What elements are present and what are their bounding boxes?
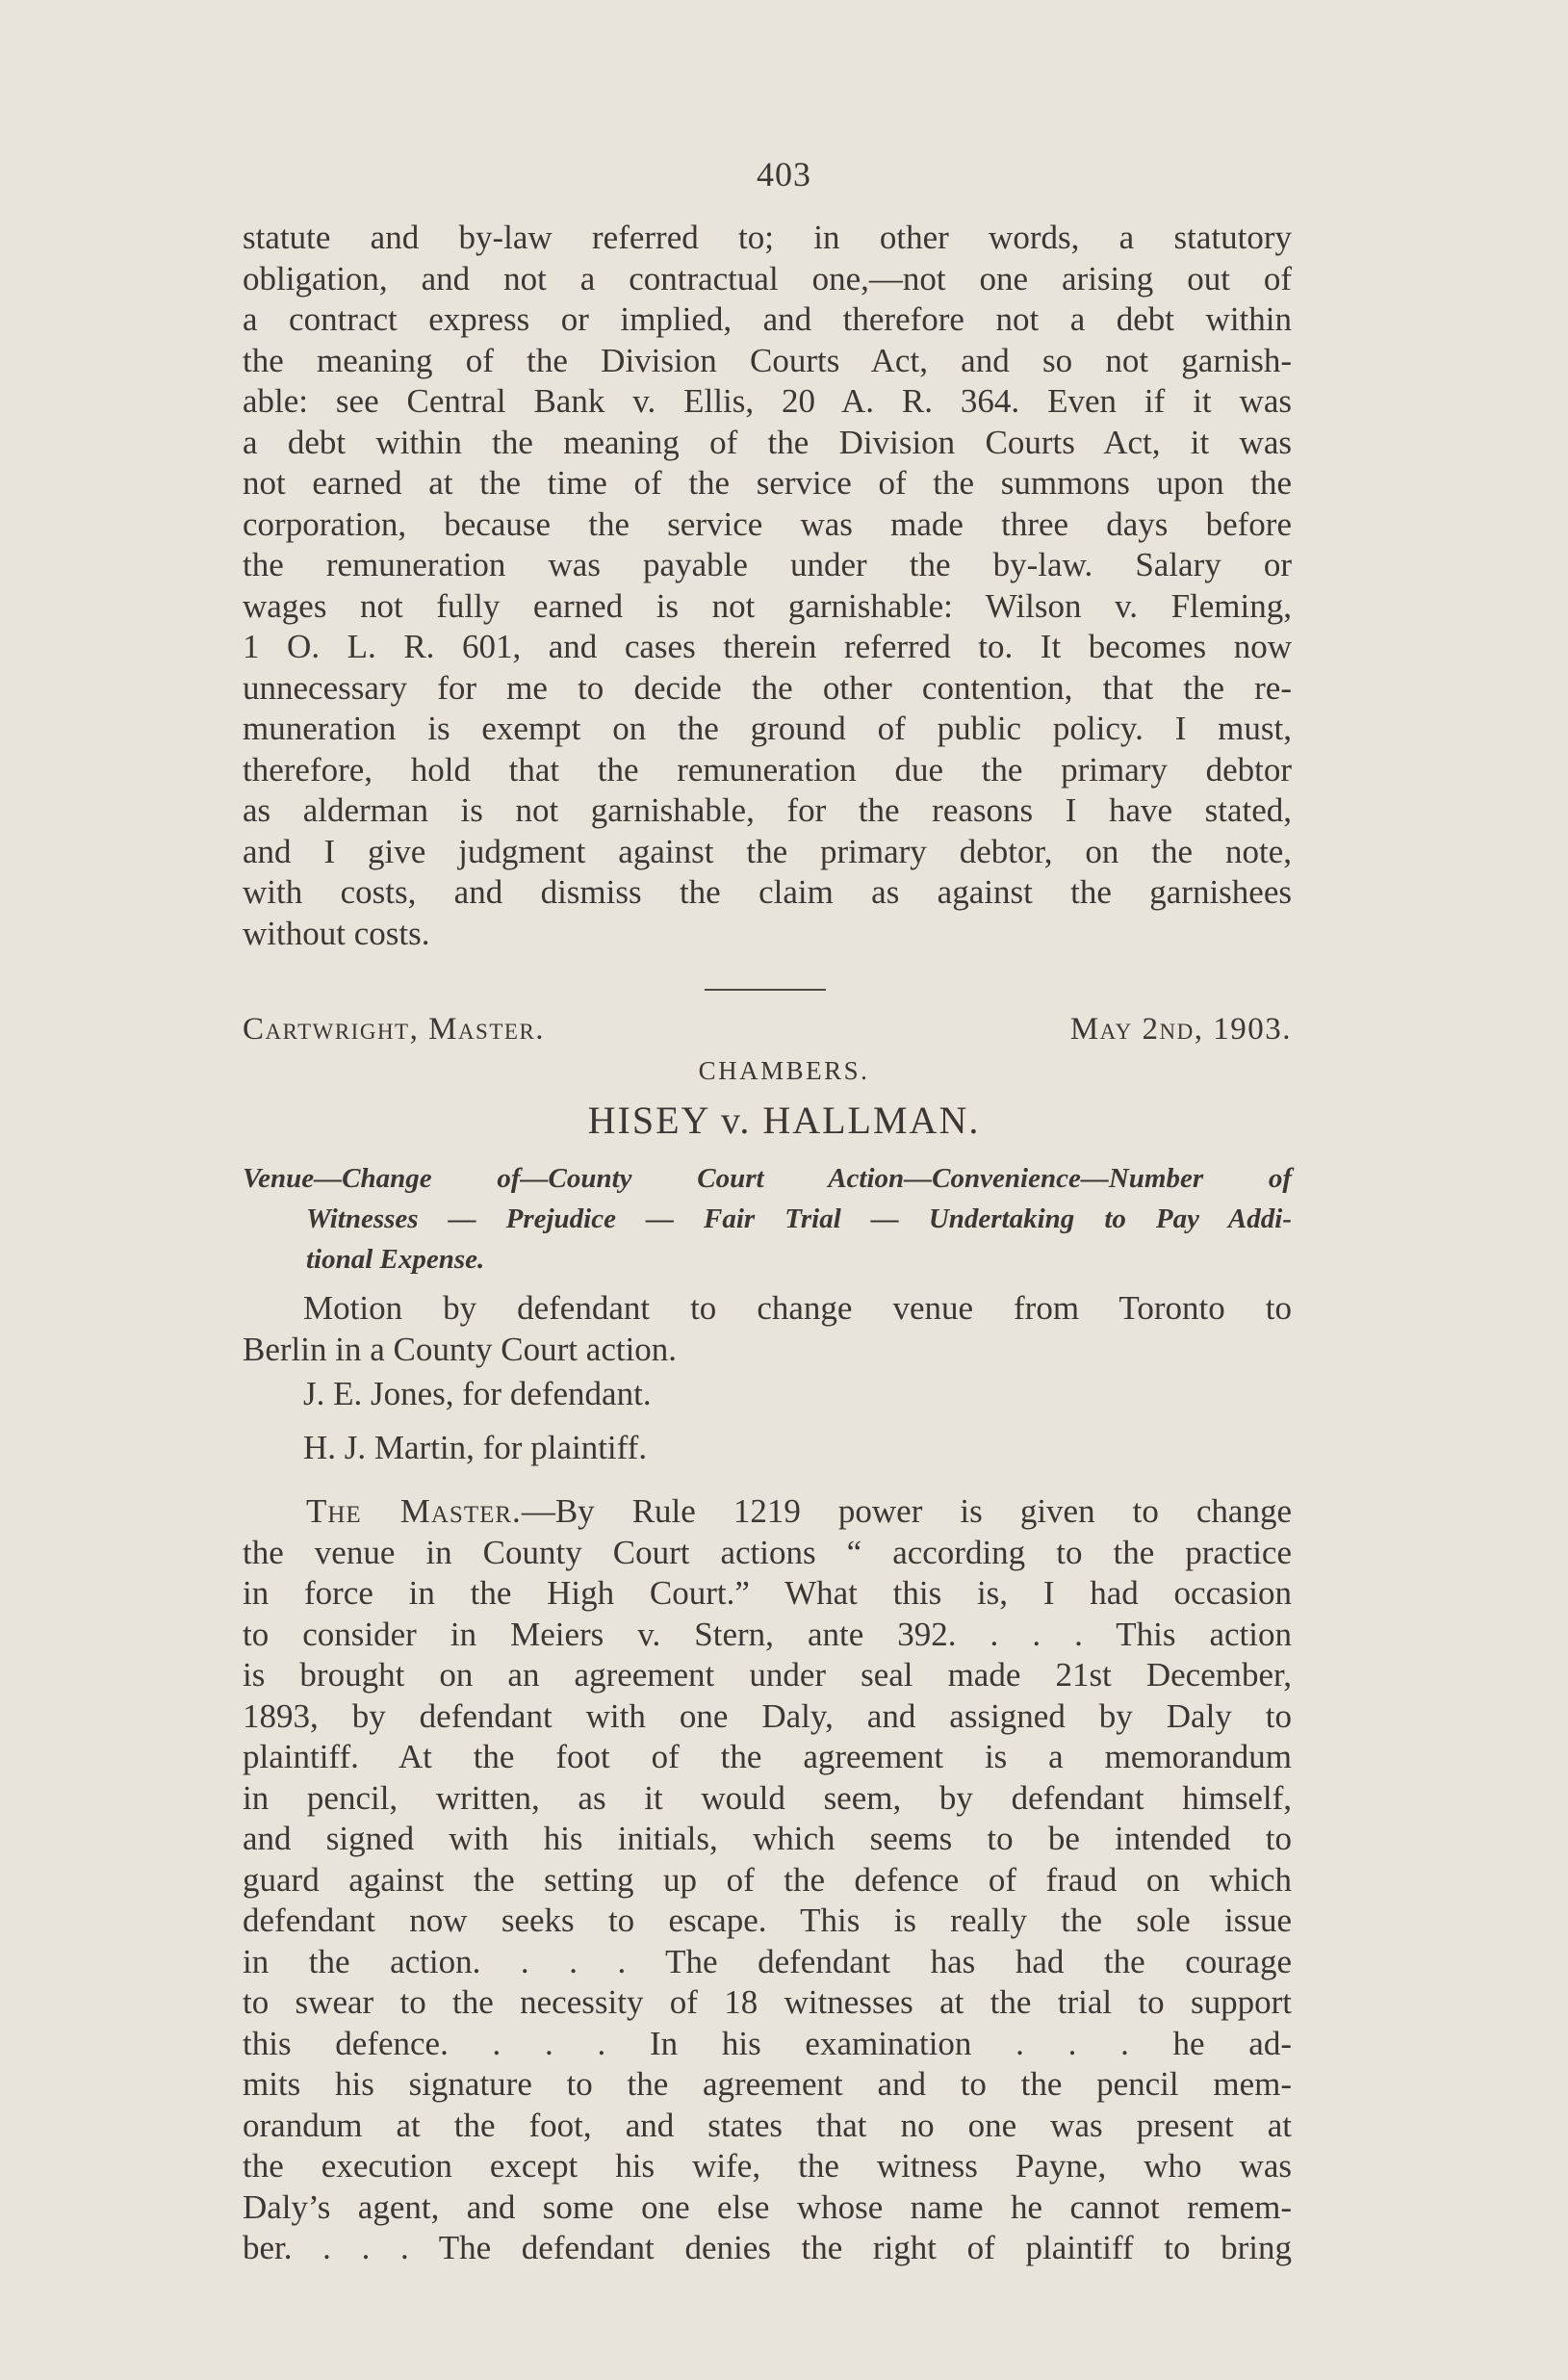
text-line: the venue in County Court actions “ according to the practice [243,1533,1292,1571]
text-line: without costs. [243,914,430,952]
text-line: is brought on an agreement under seal made 21st December, [243,1656,1292,1694]
text-line: mits his signature to the agreement and to the pencil mem- [243,2065,1292,2103]
text-line: ber. . . . The defendant denies the right of plaintiff to bring [243,2229,1292,2266]
text-line: Motion by defendant to change venue from Toronto to [303,1289,1292,1327]
master-judgment-paragraph [243,1491,1292,2269]
section-divider [705,989,826,991]
court-label: CHAMBERS. [698,1056,870,1085]
text-line: 1893, by defendant with one Daly, and assigned by Daly to [243,1696,1292,1735]
page-number: 403 [757,155,811,194]
text-line: to consider in Meiers v. Stern, ante 392. . . . This action [243,1615,1292,1653]
text-line: the meaning of the Division Courts Act, and so not garnish- [243,341,1292,379]
text-line: obligation, and not a contractual one,—not one arising out of [243,259,1292,298]
counsel-plaintiff: H. J. Martin, for plaintiff. [303,1429,648,1466]
text-line: guard against the setting up of the defence of fraud on which [243,1860,1292,1899]
text-line: in the action. . . . The defendant has had the courage [243,1942,1292,1980]
text-line: the remuneration was payable under the by-law. Salary or [243,546,1292,583]
text-line: Daly’s agent, and some one else whose name he cannot remem- [243,2187,1292,2226]
judgment-line-text: —By Rule 1219 power is given to change [521,1492,1292,1530]
text-line: and I give judgment against the primary debtor, on the note, [243,832,1292,870]
text-line: unnecessary for me to decide the other contention, that the re- [243,668,1292,707]
text-line: a contract express or implied, and therefore not a debt within [243,300,1292,338]
text-line: wages not fully earned is not garnishable: Wilson v. Fleming, [243,586,1292,625]
headnote-line: Venue—Change of—County Court Action—Convenience—Number of [243,1163,1292,1194]
text-line: 1 O. L. R. 601, and cases therein referred to. It becomes now [243,628,1292,665]
headnote-line: tional Expense. [306,1244,485,1275]
case-header-line [243,1012,1292,1048]
text-line: Berlin in a County Court action. [243,1330,678,1368]
text-line: a debt within the meaning of the Division Courts Act, it was [243,423,1292,461]
headnote-line: Witnesses — Prejudice — Fair Trial — Undertaking to Pay Addi- [306,1203,1292,1234]
text-line: in force in the High Court.” What this is, I had occasion [243,1574,1292,1612]
headnote [243,1158,1292,1280]
text-line: able: see Central Bank v. Ellis, 20 A. R. 364. Even if it was [243,382,1292,420]
text-line: with costs, and dismiss the claim as against the garnishees [243,873,1292,911]
text-line: the execution except his wife, the witness Payne, who was [243,2147,1292,2185]
motion-paragraph [243,1288,1292,1370]
counsel-defendant: J. E. Jones, for defendant. [303,1375,652,1412]
case-title: HISEY v. HALLMAN. [587,1099,981,1142]
text-line: to swear to the necessity of 18 witnesses at the trial to support [243,1983,1292,2021]
text-line: and signed with his initials, which seems to be intended to [243,1820,1292,1857]
master-label: The Master. [306,1492,522,1530]
text-line: in pencil, written, as it would seem, by defendant himself, [243,1778,1292,1817]
text-line: muneration is exempt on the ground of public policy. I must, [243,710,1292,747]
text-line: orandum at the foot, and states that no one was present at [243,2106,1292,2144]
text-line: plaintiff. At the foot of the agreement is a memorandum [243,1738,1292,1775]
continued-judgment-paragraph [243,218,1292,954]
text-line [243,1491,1292,1533]
text-line: statute and by-law referred to; in other words, a statutory [243,219,1292,256]
text-line: corporation, because the service was made three days before [243,504,1292,543]
text-line: defendant now seeks to escape. This is really the sole issue [243,1901,1292,1939]
text-line: not earned at the time of the service of the summons upon the [243,464,1292,502]
text-line: as alderman is not garnishable, for the reasons I have stated, [243,791,1292,829]
text-line: this defence. . . . In his examination . . . he ad- [243,2024,1292,2062]
text-line: therefore, hold that the remuneration due the primary debtor [243,750,1292,789]
judge-name: Cartwright, Master. [243,1012,546,1047]
case-date: May 2nd, 1903. [1069,1012,1292,1047]
